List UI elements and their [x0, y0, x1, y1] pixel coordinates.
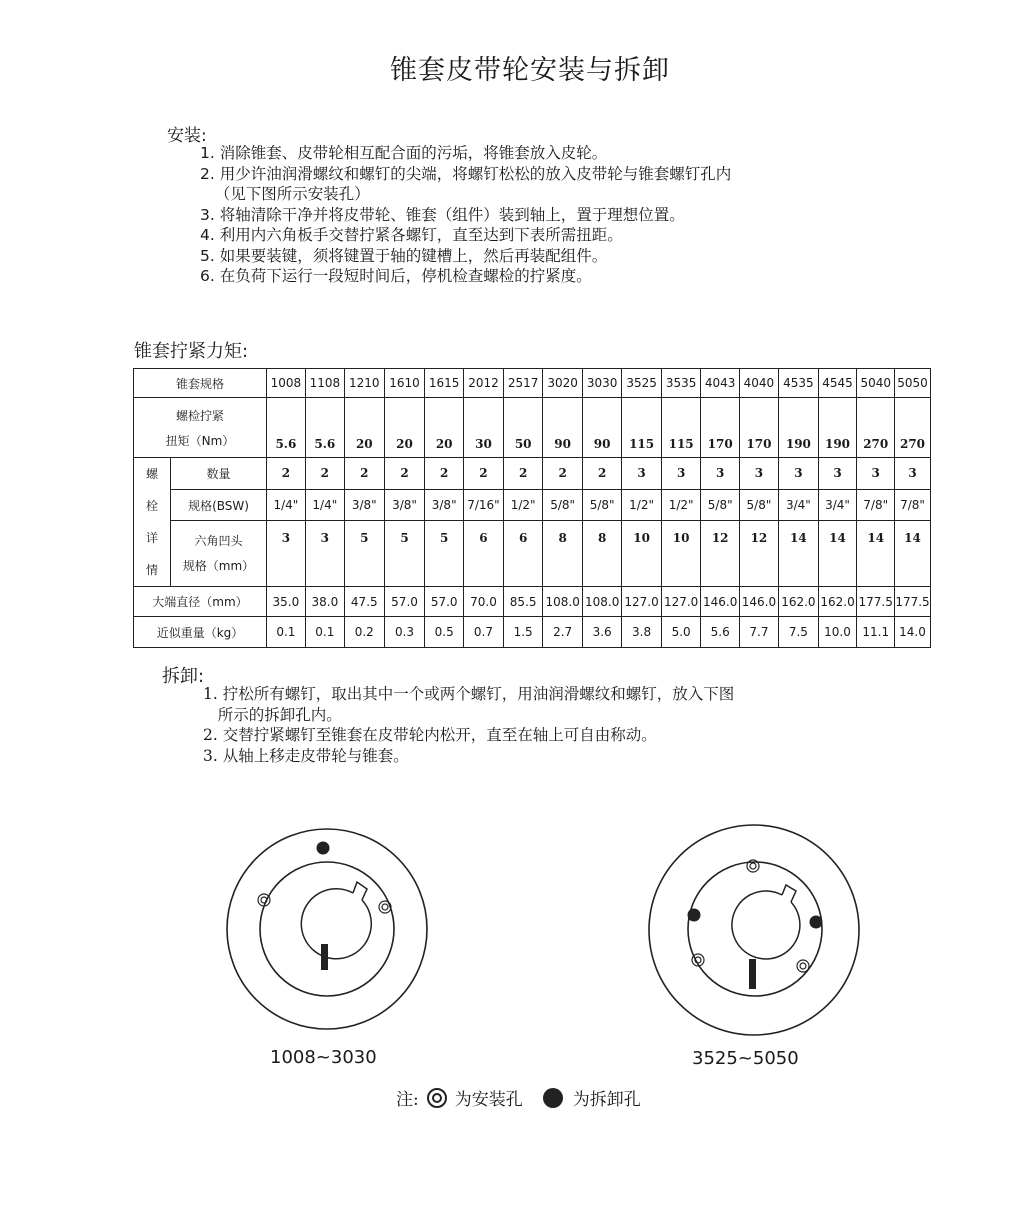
table-cell: 14	[895, 521, 931, 587]
bushing-diagram-small	[210, 820, 450, 1050]
table-cell: 2	[344, 458, 384, 490]
table-cell: 2	[305, 458, 344, 490]
dia-row	[134, 587, 931, 617]
table-cell: 162.0	[818, 587, 856, 617]
row-label-bsw: 规格(BSW)	[171, 489, 267, 521]
header-row	[134, 369, 931, 398]
table-cell: 0.1	[305, 617, 344, 648]
group-label-char: 螺	[145, 467, 158, 481]
table-cell: 5050	[895, 369, 931, 398]
table-cell: 3	[739, 458, 778, 490]
right-caption: 3525~5050	[692, 1048, 799, 1069]
table-cell: 1.5	[503, 617, 542, 648]
table-cell: 14	[778, 521, 818, 587]
table-cell: 7.7	[739, 617, 778, 648]
table-cell: 0.2	[344, 617, 384, 648]
table-cell: 3/8"	[384, 489, 425, 521]
keyway	[782, 885, 796, 902]
table-cell: 0.5	[425, 617, 464, 648]
hex-row	[134, 521, 931, 587]
table-cell: 0.3	[384, 617, 425, 648]
table-cell: 3/8"	[344, 489, 384, 521]
step-item: 2. 用少许油润滑螺纹和螺钉的尖端，将螺钉松松的放入皮带轮与锥套螺钉孔内	[200, 164, 732, 183]
group-label-char: 情	[145, 563, 158, 577]
table-cell: 190	[818, 398, 856, 458]
table-cell: 0.1	[267, 617, 306, 648]
table-cell: 57.0	[384, 587, 425, 617]
bushing-diagram-large	[640, 815, 870, 1045]
table-cell: 5/8"	[582, 489, 621, 521]
table-cell: 3030	[582, 369, 621, 398]
table-cell: 12	[739, 521, 778, 587]
page-title: 锥套皮带轮安装与拆卸	[390, 55, 670, 86]
bolt-detail-group-label	[134, 458, 171, 587]
table-cell: 4043	[701, 369, 740, 398]
table-cell: 90	[582, 398, 621, 458]
table-cell: 170	[739, 398, 778, 458]
table-cell: 1610	[384, 369, 425, 398]
table-cell: 115	[622, 398, 662, 458]
table-cell: 11.1	[857, 617, 895, 648]
row-label-weight: 近似重量（kg）	[134, 617, 267, 648]
table-cell: 12	[701, 521, 740, 587]
qty-row	[134, 458, 931, 490]
table-cell: 3	[701, 458, 740, 490]
table-cell: 162.0	[778, 587, 818, 617]
install-label: 安装:	[167, 126, 207, 146]
table-cell: 177.5	[857, 587, 895, 617]
torque-label: 锥套拧紧力矩:	[134, 341, 249, 362]
left-caption: 1008~3030	[270, 1047, 377, 1068]
table-cell: 3	[661, 458, 701, 490]
bore-circle	[301, 889, 371, 959]
table-cell: 177.5	[895, 587, 931, 617]
table-cell: 2	[543, 458, 583, 490]
table-cell: 38.0	[305, 587, 344, 617]
step-item: 3. 从轴上移走皮带轮与锥套。	[203, 746, 409, 765]
table-cell: 3	[305, 521, 344, 587]
table-cell: 3	[895, 458, 931, 490]
table-cell: 1615	[425, 369, 464, 398]
table-cell: 7/16"	[463, 489, 503, 521]
table-cell: 0.7	[463, 617, 503, 648]
torque-row	[134, 398, 931, 458]
table-cell: 5.0	[661, 617, 701, 648]
table-cell: 5040	[857, 369, 895, 398]
table-cell: 2.7	[543, 617, 583, 648]
table-cell: 7/8"	[895, 489, 931, 521]
row-label-torque-1: 螺检拧紧	[175, 408, 224, 423]
row-label-dia: 大端直径（mm）	[134, 587, 267, 617]
table-cell: 4545	[818, 369, 856, 398]
table-cell: 108.0	[543, 587, 583, 617]
table-cell: 7/8"	[857, 489, 895, 521]
table-cell: 1/2"	[661, 489, 701, 521]
table-cell: 5.6	[267, 398, 306, 458]
table-cell: 108.0	[582, 587, 621, 617]
table-cell: 146.0	[739, 587, 778, 617]
table-cell: 2	[582, 458, 621, 490]
table-cell: 4535	[778, 369, 818, 398]
row-label-hex-1: 六角凹头	[194, 533, 243, 548]
split-slot	[321, 944, 328, 970]
table-cell: 14	[818, 521, 856, 587]
table-cell: 14.0	[895, 617, 931, 648]
table-cell: 4040	[739, 369, 778, 398]
table-cell: 127.0	[622, 587, 662, 617]
table-cell: 2	[267, 458, 306, 490]
table-cell: 6	[463, 521, 503, 587]
table-cell: 5	[384, 521, 425, 587]
row-label-spec: 锥套规格	[134, 369, 267, 398]
step-item: 3. 将轴清除干净并将皮带轮、锥套（组件）装到轴上，置于理想位置。	[200, 205, 685, 224]
table-cell: 3525	[622, 369, 662, 398]
table-cell: 14	[857, 521, 895, 587]
table-cell: 3/4"	[778, 489, 818, 521]
table-cell: 2012	[463, 369, 503, 398]
pulley-outer-circle	[649, 825, 859, 1035]
install-hole-icon	[797, 960, 809, 972]
install-hole-icon	[379, 901, 391, 913]
table-cell: 1/4"	[267, 489, 306, 521]
step-item: 5. 如果要装键，须将键置于轴的键槽上，然后再装配组件。	[200, 246, 608, 265]
table-cell: 1/4"	[305, 489, 344, 521]
table-cell: 7.5	[778, 617, 818, 648]
table-cell: 8	[543, 521, 583, 587]
table-cell: 2517	[503, 369, 542, 398]
step-item: （见下图所示安装孔）	[200, 185, 370, 203]
table-cell: 2	[463, 458, 503, 490]
row-label-hex	[171, 521, 267, 587]
step-item: 6. 在负荷下运行一段短时间后，停机检查螺检的拧紧度。	[200, 267, 592, 285]
table-cell: 6	[503, 521, 542, 587]
table-cell: 50	[503, 398, 542, 458]
step-item: 2. 交替拧紧螺钉至锥套在皮带轮内松开，直至在轴上可自由称动。	[203, 726, 657, 744]
table-cell: 146.0	[701, 587, 740, 617]
removal-hole-icon	[317, 842, 330, 855]
table-cell: 170	[701, 398, 740, 458]
table-cell: 8	[582, 521, 621, 587]
table-cell: 70.0	[463, 587, 503, 617]
table-cell: 20	[384, 398, 425, 458]
table-cell: 1008	[267, 369, 306, 398]
table-cell: 127.0	[661, 587, 701, 617]
table-cell: 5.6	[305, 398, 344, 458]
table-cell: 1210	[344, 369, 384, 398]
row-label-hex-2: 规格（mm）	[182, 558, 255, 573]
table-cell: 3020	[543, 369, 583, 398]
table-cell: 10.0	[818, 617, 856, 648]
table-cell: 2	[425, 458, 464, 490]
table-cell: 35.0	[267, 587, 306, 617]
pulley-outer-circle	[227, 829, 427, 1029]
table-cell: 3	[267, 521, 306, 587]
table-cell: 115	[661, 398, 701, 458]
row-label-qty: 数量	[171, 458, 267, 490]
row-label-torque	[134, 398, 267, 458]
group-label-char: 栓	[145, 499, 158, 513]
table-cell: 47.5	[344, 587, 384, 617]
step-item: 所示的拆卸孔内。	[203, 705, 342, 724]
table-cell: 5/8"	[543, 489, 583, 521]
row-label-torque-2: 扭矩（Nm）	[165, 433, 235, 448]
legend-install-hole: 为安装孔	[454, 1090, 523, 1110]
removal-label: 拆卸:	[162, 666, 205, 687]
step-item: 4. 利用内六角板手交替拧紧各螺钉，直至达到下表所需扭距。	[200, 226, 623, 244]
bsw-row	[134, 489, 931, 521]
table-cell: 5	[344, 521, 384, 587]
table-cell: 5/8"	[739, 489, 778, 521]
split-slot	[749, 959, 756, 989]
removal-steps	[203, 684, 734, 766]
table-cell: 20	[344, 398, 384, 458]
bore-circle	[732, 891, 800, 959]
table-cell: 1/2"	[503, 489, 542, 521]
table-cell: 2	[384, 458, 425, 490]
table-cell: 2	[503, 458, 542, 490]
bushing-circle	[260, 862, 394, 996]
install-hole-icon	[425, 1086, 449, 1110]
table-cell: 10	[661, 521, 701, 587]
table-cell: 3.8	[622, 617, 662, 648]
step-item: 1. 消除锥套、皮带轮相互配合面的污垢，将锥套放入皮轮。	[200, 144, 608, 162]
table-cell: 3	[818, 458, 856, 490]
table-cell: 5/8"	[701, 489, 740, 521]
table-cell: 5	[425, 521, 464, 587]
table-cell: 85.5	[503, 587, 542, 617]
torque-table	[133, 368, 931, 648]
table-cell: 10	[622, 521, 662, 587]
table-cell: 3	[778, 458, 818, 490]
removal-hole-icon	[810, 916, 823, 929]
table-cell: 1/2"	[622, 489, 662, 521]
group-label-char: 详	[145, 531, 158, 545]
removal-hole-icon	[688, 909, 701, 922]
table-cell: 20	[425, 398, 464, 458]
table-cell: 90	[543, 398, 583, 458]
table-cell: 3.6	[582, 617, 621, 648]
table-cell: 57.0	[425, 587, 464, 617]
table-cell: 270	[895, 398, 931, 458]
table-cell: 3	[857, 458, 895, 490]
table-cell: 3/8"	[425, 489, 464, 521]
table-cell: 30	[463, 398, 503, 458]
table-cell: 1108	[305, 369, 344, 398]
table-cell: 3	[622, 458, 662, 490]
table-cell: 190	[778, 398, 818, 458]
table-cell: 3/4"	[818, 489, 856, 521]
table-cell: 3535	[661, 369, 701, 398]
install-steps	[200, 143, 731, 287]
legend	[396, 1085, 641, 1110]
removal-hole-icon	[539, 1086, 567, 1110]
table-cell: 5.6	[701, 617, 740, 648]
legend-note: 注:	[396, 1090, 419, 1110]
legend-removal-hole: 为拆卸孔	[572, 1090, 641, 1110]
keyway	[353, 882, 367, 900]
weight-row	[134, 617, 931, 648]
step-item: 1. 拧松所有螺钉，取出其中一个或两个螺钉，用油润滑螺纹和螺钉，放入下图	[203, 685, 735, 703]
table-cell: 270	[857, 398, 895, 458]
